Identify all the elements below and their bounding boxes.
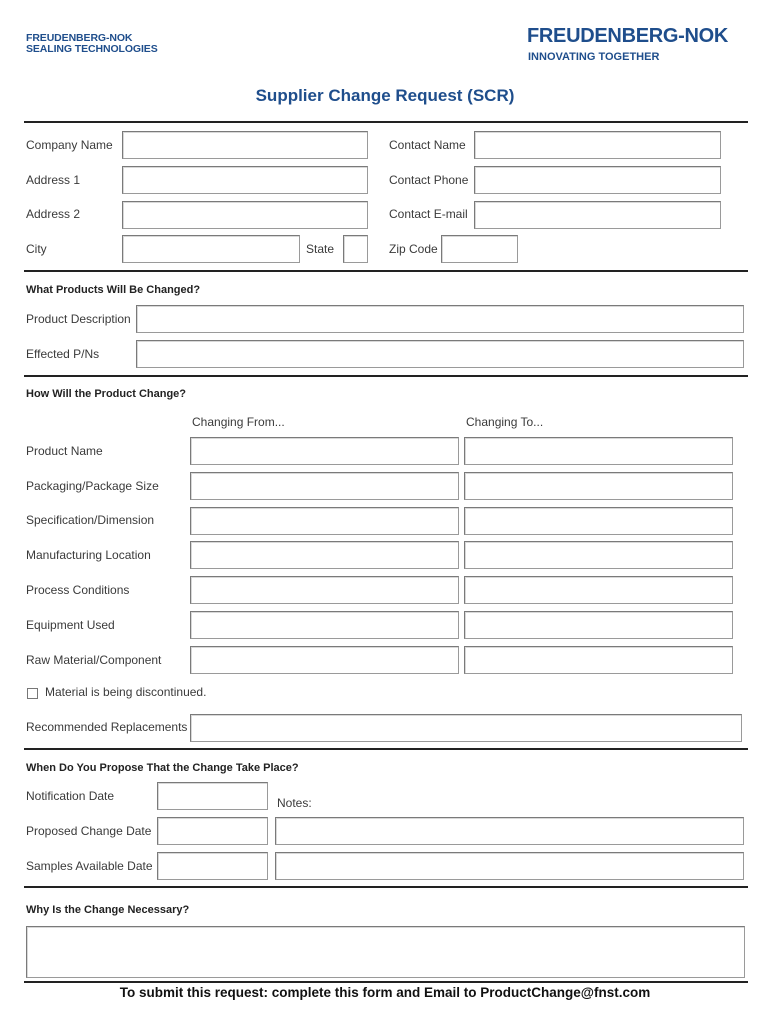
change-row-label: Process Conditions (26, 583, 130, 597)
change-heading: How Will the Product Change? (26, 388, 187, 400)
equipment-from-field[interactable] (190, 611, 459, 639)
divider (24, 121, 748, 123)
process-from-field[interactable] (190, 576, 459, 604)
logo-freudenberg-nok: FREUDENBERG-NOK (527, 25, 729, 47)
raw-material-from-field[interactable] (190, 646, 459, 674)
specification-to-field[interactable] (464, 507, 733, 535)
divider (24, 886, 748, 888)
notes-field-1[interactable] (275, 817, 744, 845)
product-description-label: Product Description (26, 312, 131, 326)
state-label: State (306, 242, 335, 256)
divider (24, 981, 748, 983)
contact-phone-label: Contact Phone (389, 173, 469, 187)
notification-date-label: Notification Date (26, 789, 115, 803)
changing-from-header: Changing From... (192, 415, 285, 429)
location-to-field[interactable] (464, 541, 733, 569)
address2-field[interactable] (122, 201, 368, 229)
specification-from-field[interactable] (190, 507, 459, 535)
change-row-label: Equipment Used (26, 618, 115, 632)
logo-left-line1: FREUDENBERG-NOK (26, 32, 133, 44)
proposed-change-date-label: Proposed Change Date (26, 824, 152, 838)
samples-available-date-label: Samples Available Date (26, 859, 153, 873)
location-from-field[interactable] (190, 541, 459, 569)
address1-field[interactable] (122, 166, 368, 194)
contact-name-label: Contact Name (389, 138, 466, 152)
divider (24, 375, 748, 377)
contact-name-field[interactable] (474, 131, 721, 159)
reason-field[interactable] (26, 926, 745, 978)
timing-heading: When Do You Propose That the Change Take Place? (26, 762, 299, 774)
notification-date-field[interactable] (157, 782, 268, 810)
notes-label: Notes: (277, 796, 312, 810)
divider (24, 270, 748, 272)
equipment-to-field[interactable] (464, 611, 733, 639)
proposed-change-date-field[interactable] (157, 817, 268, 845)
change-row-label: Product Name (26, 444, 103, 458)
product-name-from-field[interactable] (190, 437, 459, 465)
address2-label: Address 2 (26, 207, 81, 221)
raw-material-to-field[interactable] (464, 646, 733, 674)
change-row-label: Raw Material/Component (26, 653, 162, 667)
logo-tagline: INNOVATING TOGETHER (528, 51, 660, 63)
city-field[interactable] (122, 235, 300, 263)
contact-email-field[interactable] (474, 201, 721, 229)
effected-pns-label: Effected P/Ns (26, 347, 100, 361)
state-field[interactable] (343, 235, 368, 263)
company-name-label: Company Name (26, 138, 113, 152)
product-description-field[interactable] (136, 305, 744, 333)
recommended-replacements-label: Recommended Replacements (26, 720, 188, 734)
zip-code-field[interactable] (441, 235, 518, 263)
logo-left-line2: SEALING TECHNOLOGIES (26, 43, 158, 55)
contact-phone-field[interactable] (474, 166, 721, 194)
address1-label: Address 1 (26, 173, 81, 187)
zip-code-label: Zip Code (389, 242, 438, 256)
change-row-label: Packaging/Package Size (26, 479, 159, 493)
change-row-label: Manufacturing Location (26, 548, 151, 562)
packaging-from-field[interactable] (190, 472, 459, 500)
logo-sealing-technologies (26, 33, 158, 55)
city-label: City (26, 242, 47, 256)
notes-field-2[interactable] (275, 852, 744, 880)
contact-email-label: Contact E-mail (389, 207, 468, 221)
reason-heading: Why Is the Change Necessary? (26, 904, 190, 916)
divider (24, 748, 748, 750)
company-name-field[interactable] (122, 131, 368, 159)
change-row-label: Specification/Dimension (26, 513, 155, 527)
discontinued-label: Material is being discontinued. (45, 685, 207, 699)
process-to-field[interactable] (464, 576, 733, 604)
product-name-to-field[interactable] (464, 437, 733, 465)
changing-to-header: Changing To... (466, 415, 544, 429)
products-heading: What Products Will Be Changed? (26, 284, 201, 296)
recommended-replacements-field[interactable] (190, 714, 742, 742)
page-title: Supplier Change Request (SCR) (255, 86, 515, 105)
submit-instructions: To submit this request: complete this form and Email to ProductChange@fnst.com (119, 985, 651, 1000)
samples-available-date-field[interactable] (157, 852, 268, 880)
packaging-to-field[interactable] (464, 472, 733, 500)
effected-pns-field[interactable] (136, 340, 744, 368)
discontinued-checkbox[interactable] (27, 688, 38, 699)
